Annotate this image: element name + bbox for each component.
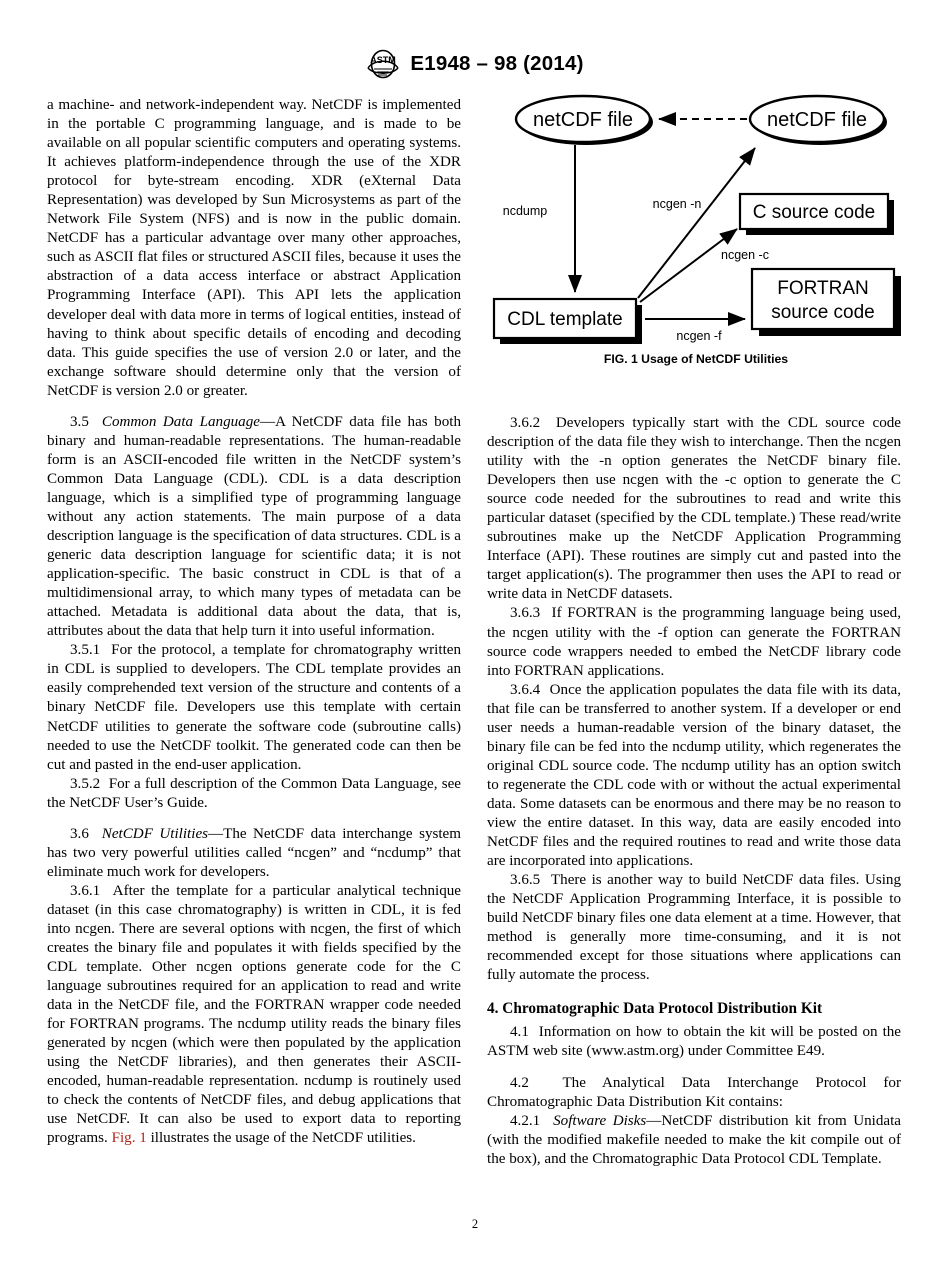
paragraph-continuation: a machine- and network-independent way. NetCDF is implemented in the portable C programming language, and is made to be available on all popular scientific computers and operating systems. It achieves platform-independence through the use of the XDR protocol for byte-stream encoding. XDR (eXternal Data Representation) was developed by Sun Microsystems as part of the Network File System (NFS) and is now in the public domain. NetCDF has a particular advantage over many other approaches, such as ASCII flat files or structured ASCII files, because it uses the abstraction of a data access interface or abstract Application Programming Interface (API). This API lets the application developer deal with data more in terms of logical entities, instead of having to think about specific details of encoding and decoding data. This guide specifies the use of version 2.0 or later, and the exchange software should determine only that the version of NetCDF is version 2.0 or greater. bbox=[47, 97, 461, 399]
node-label: CDL template bbox=[507, 309, 623, 330]
paragraph-4-1 bbox=[487, 1023, 901, 1061]
paragraph-3-5 bbox=[47, 413, 461, 642]
section-term: NetCDF Utilities bbox=[101, 825, 209, 842]
spacer bbox=[540, 605, 551, 621]
paragraph-3-6-1 bbox=[47, 882, 461, 1149]
section-number: 3.6.5 bbox=[510, 872, 541, 889]
spacer bbox=[540, 872, 551, 888]
spacer bbox=[89, 414, 102, 430]
spacer bbox=[529, 1075, 563, 1091]
section-heading-4: 4. Chromatographic Data Protocol Distribution Kit bbox=[487, 1000, 823, 1018]
spacer bbox=[89, 826, 102, 842]
page-number: 2 bbox=[471, 1217, 479, 1231]
section-number: 3.5.1 bbox=[70, 642, 101, 659]
paragraph-3-5-2 bbox=[47, 775, 461, 813]
section-number: 3.6.4 bbox=[510, 681, 541, 698]
section-number: 3.6.2 bbox=[510, 415, 541, 431]
node-label-line2: source code bbox=[771, 302, 875, 323]
node-label: netCDF file bbox=[766, 109, 868, 131]
section-body: There is another way to build NetCDF data files. Using the NetCDF Application Programming Interface, it is possible to build NetCDF binary files one data element at a time. However, that method is generally more time-consuming, and it is not recommended except for those situations where applications can fully automate the process. bbox=[487, 872, 901, 984]
section-body: For the protocol, a template for chromatography written in CDL is supplied to developers. The CDL template provides an easily comprehended text version of the structure and contents of a binary NetCDF file. Developers use this template with certain NetCDF utilities to generate the software code (subroutine calls) needed to use the NetCDF toolkit. The generated code can then be cut and pasted in the end-user application. bbox=[47, 642, 462, 773]
section-body: Developers typically start with the CDL source code description of the data file they wish to interchange. Then the ncgen utility with the -n option generates the NetCDF binary file. Developers then use ncgen with the -c option to generate the C source code needed for the subroutines to read and write this particular dataset (specified by the CDL template.) These read/write subroutines make up the NetCDF Application Programming Interface (API). These routines are simply cut and pasted into the target application(s). The programmer then uses the API to read or write data in NetCDF datasets. bbox=[487, 415, 902, 603]
section-number: 3.6 bbox=[70, 825, 89, 842]
edge-ncgen-f bbox=[645, 319, 745, 343]
edge-ncgen-n bbox=[638, 148, 755, 298]
paragraph-3-6 bbox=[47, 825, 461, 882]
spacer bbox=[100, 776, 109, 792]
node-cdl-template bbox=[494, 299, 642, 344]
paragraph-4-2 bbox=[487, 1074, 901, 1112]
section-number: 4.2 bbox=[510, 1074, 529, 1091]
section-term: Software Disks bbox=[553, 1112, 647, 1129]
paragraph-3-6-5 bbox=[487, 871, 901, 985]
left-text-column bbox=[47, 96, 461, 1149]
section-number: 3.5.2 bbox=[70, 775, 101, 792]
node-label: netCDF file bbox=[532, 109, 634, 131]
right-text-column bbox=[487, 414, 901, 1169]
spacer bbox=[540, 415, 556, 431]
node-label: C source code bbox=[752, 202, 876, 223]
paragraph-3-6-2 bbox=[487, 414, 901, 604]
section-body-after: illustrates the usage of the NetCDF utilities. bbox=[146, 1130, 416, 1147]
edge-ncgen-c bbox=[640, 229, 769, 302]
edge-label: ncgen -c bbox=[721, 248, 769, 262]
section-body: —NetCDF distribution kit from Unidata (with the modified makefile needed to make the kit compile out of the box), and the Chromatographic Data Protocol CDL Template. bbox=[487, 1112, 902, 1167]
paragraph-4-2-1 bbox=[487, 1112, 901, 1169]
paragraph-3-6-4 bbox=[487, 681, 901, 871]
node-netcdf-file-right bbox=[750, 96, 887, 145]
spacer bbox=[100, 642, 111, 658]
svg-text:ASTM: ASTM bbox=[370, 55, 397, 65]
astm-logo-icon bbox=[366, 49, 400, 79]
page-title: E1948 – 98 (2014) bbox=[410, 52, 584, 75]
spacer bbox=[540, 1113, 553, 1129]
section-number: 3.5 bbox=[70, 413, 89, 430]
edge-ncdump bbox=[503, 145, 575, 292]
node-netcdf-file-left bbox=[516, 96, 653, 145]
node-label-line1: FORTRAN bbox=[777, 278, 869, 299]
figure-caption: FIG. 1 Usage of NetCDF Utilities bbox=[603, 352, 789, 366]
section-number: 3.6.1 bbox=[70, 882, 101, 899]
edge-label: ncgen -f bbox=[676, 329, 722, 343]
figure-netcdf-utilities bbox=[487, 92, 905, 374]
spacer bbox=[529, 1024, 539, 1040]
section-body: Information on how to obtain the kit will be posted on the ASTM web site (www.astm.org) under Committee E49. bbox=[487, 1024, 902, 1060]
section-body: —The NetCDF data interchange system has two very powerful utilities called “ncgen” and “ncdump” that eliminate much work for developers. bbox=[47, 825, 461, 880]
node-c-source-code bbox=[740, 194, 894, 235]
edge-label: ncgen -n bbox=[652, 197, 702, 211]
section-body: —A NetCDF data file has both binary and human-readable representations. The human-readable form is an ASCII-encoded file written in the NetCDF system’s Common Data Language (CDL). CDL is a data description language, which is a simplified type of programming language without any action statements. The main purpose of a data description language is the specification of data structures. CDL is a generic data description language for scientific data; it is not application-specific. The basic construct in CDL is that of a multidimensional array, to which many types of metadata can be attached. Metadata is additional data about the data, that is, attributes about the data that help turn it into useful information. bbox=[47, 413, 462, 640]
paragraph-3-6-3 bbox=[487, 604, 901, 680]
figure-1-link[interactable]: Fig. 1 bbox=[111, 1130, 147, 1147]
node-fortran-source-code bbox=[752, 269, 901, 336]
page-header bbox=[0, 42, 950, 86]
section-body: The Analytical Data Interchange Protocol for Chromatographic Data Distribution Kit contains: bbox=[487, 1074, 901, 1110]
section-body: For a full description of the Common Data Language, see the NetCDF User’s Guide. bbox=[47, 775, 462, 811]
section-number: 3.6.3 bbox=[510, 605, 541, 622]
spacer bbox=[540, 682, 549, 698]
section-body: Once the application populates the data file with its data, that file can be transferred to another system. If a developer or end user needs a human-readable version of the binary dataset, the binary file can be fed into the ncdump utility, which regenerates the original CDL source code. The ncdump utility has an option switch to regenerate the CDL code with or without the actual experimental data. Some datasets can be enormous and there may be no reason to view the entire dataset. In this way, data are easily encoded into NetCDF files and the required routines to read and write those data are incorporated into applications. bbox=[487, 681, 902, 870]
edge-label: ncdump bbox=[502, 204, 548, 218]
section-term: Common Data Language bbox=[101, 413, 260, 430]
section-number: 4.2.1 bbox=[510, 1112, 541, 1129]
spacer bbox=[100, 883, 112, 899]
paragraph-3-5-1 bbox=[47, 641, 461, 774]
section-body: After the template for a particular analytical technique dataset (in this case chromatography) is written in CDL, it is fed into ncgen. There are several options with ncgen, the first of which creates the binary file and populates it with fields specified by the CDL template. Other ncgen options generate code for the C language subroutines required for an application to read and write data in the NetCDF file, and the FORTRAN wrapper code needed for FORTRAN programs. The ncdump utility reads the binary files generated by ncgen (which were then populated by the application using the NetCDF libraries), and then generates their ASCII-encoded, human-readable representation. ncdump is routinely used to check the contents of NetCDF files, and debug applications that use NetCDF. It can also be used to export data to reporting programs. bbox=[47, 882, 461, 1147]
section-body: If FORTRAN is the programming language being used, the ncgen utility with the -f option can generate the FORTRAN source code wrappers needed to embed the NetCDF library code into FORTRAN applications. bbox=[487, 605, 901, 679]
section-number: 4.1 bbox=[510, 1024, 529, 1041]
